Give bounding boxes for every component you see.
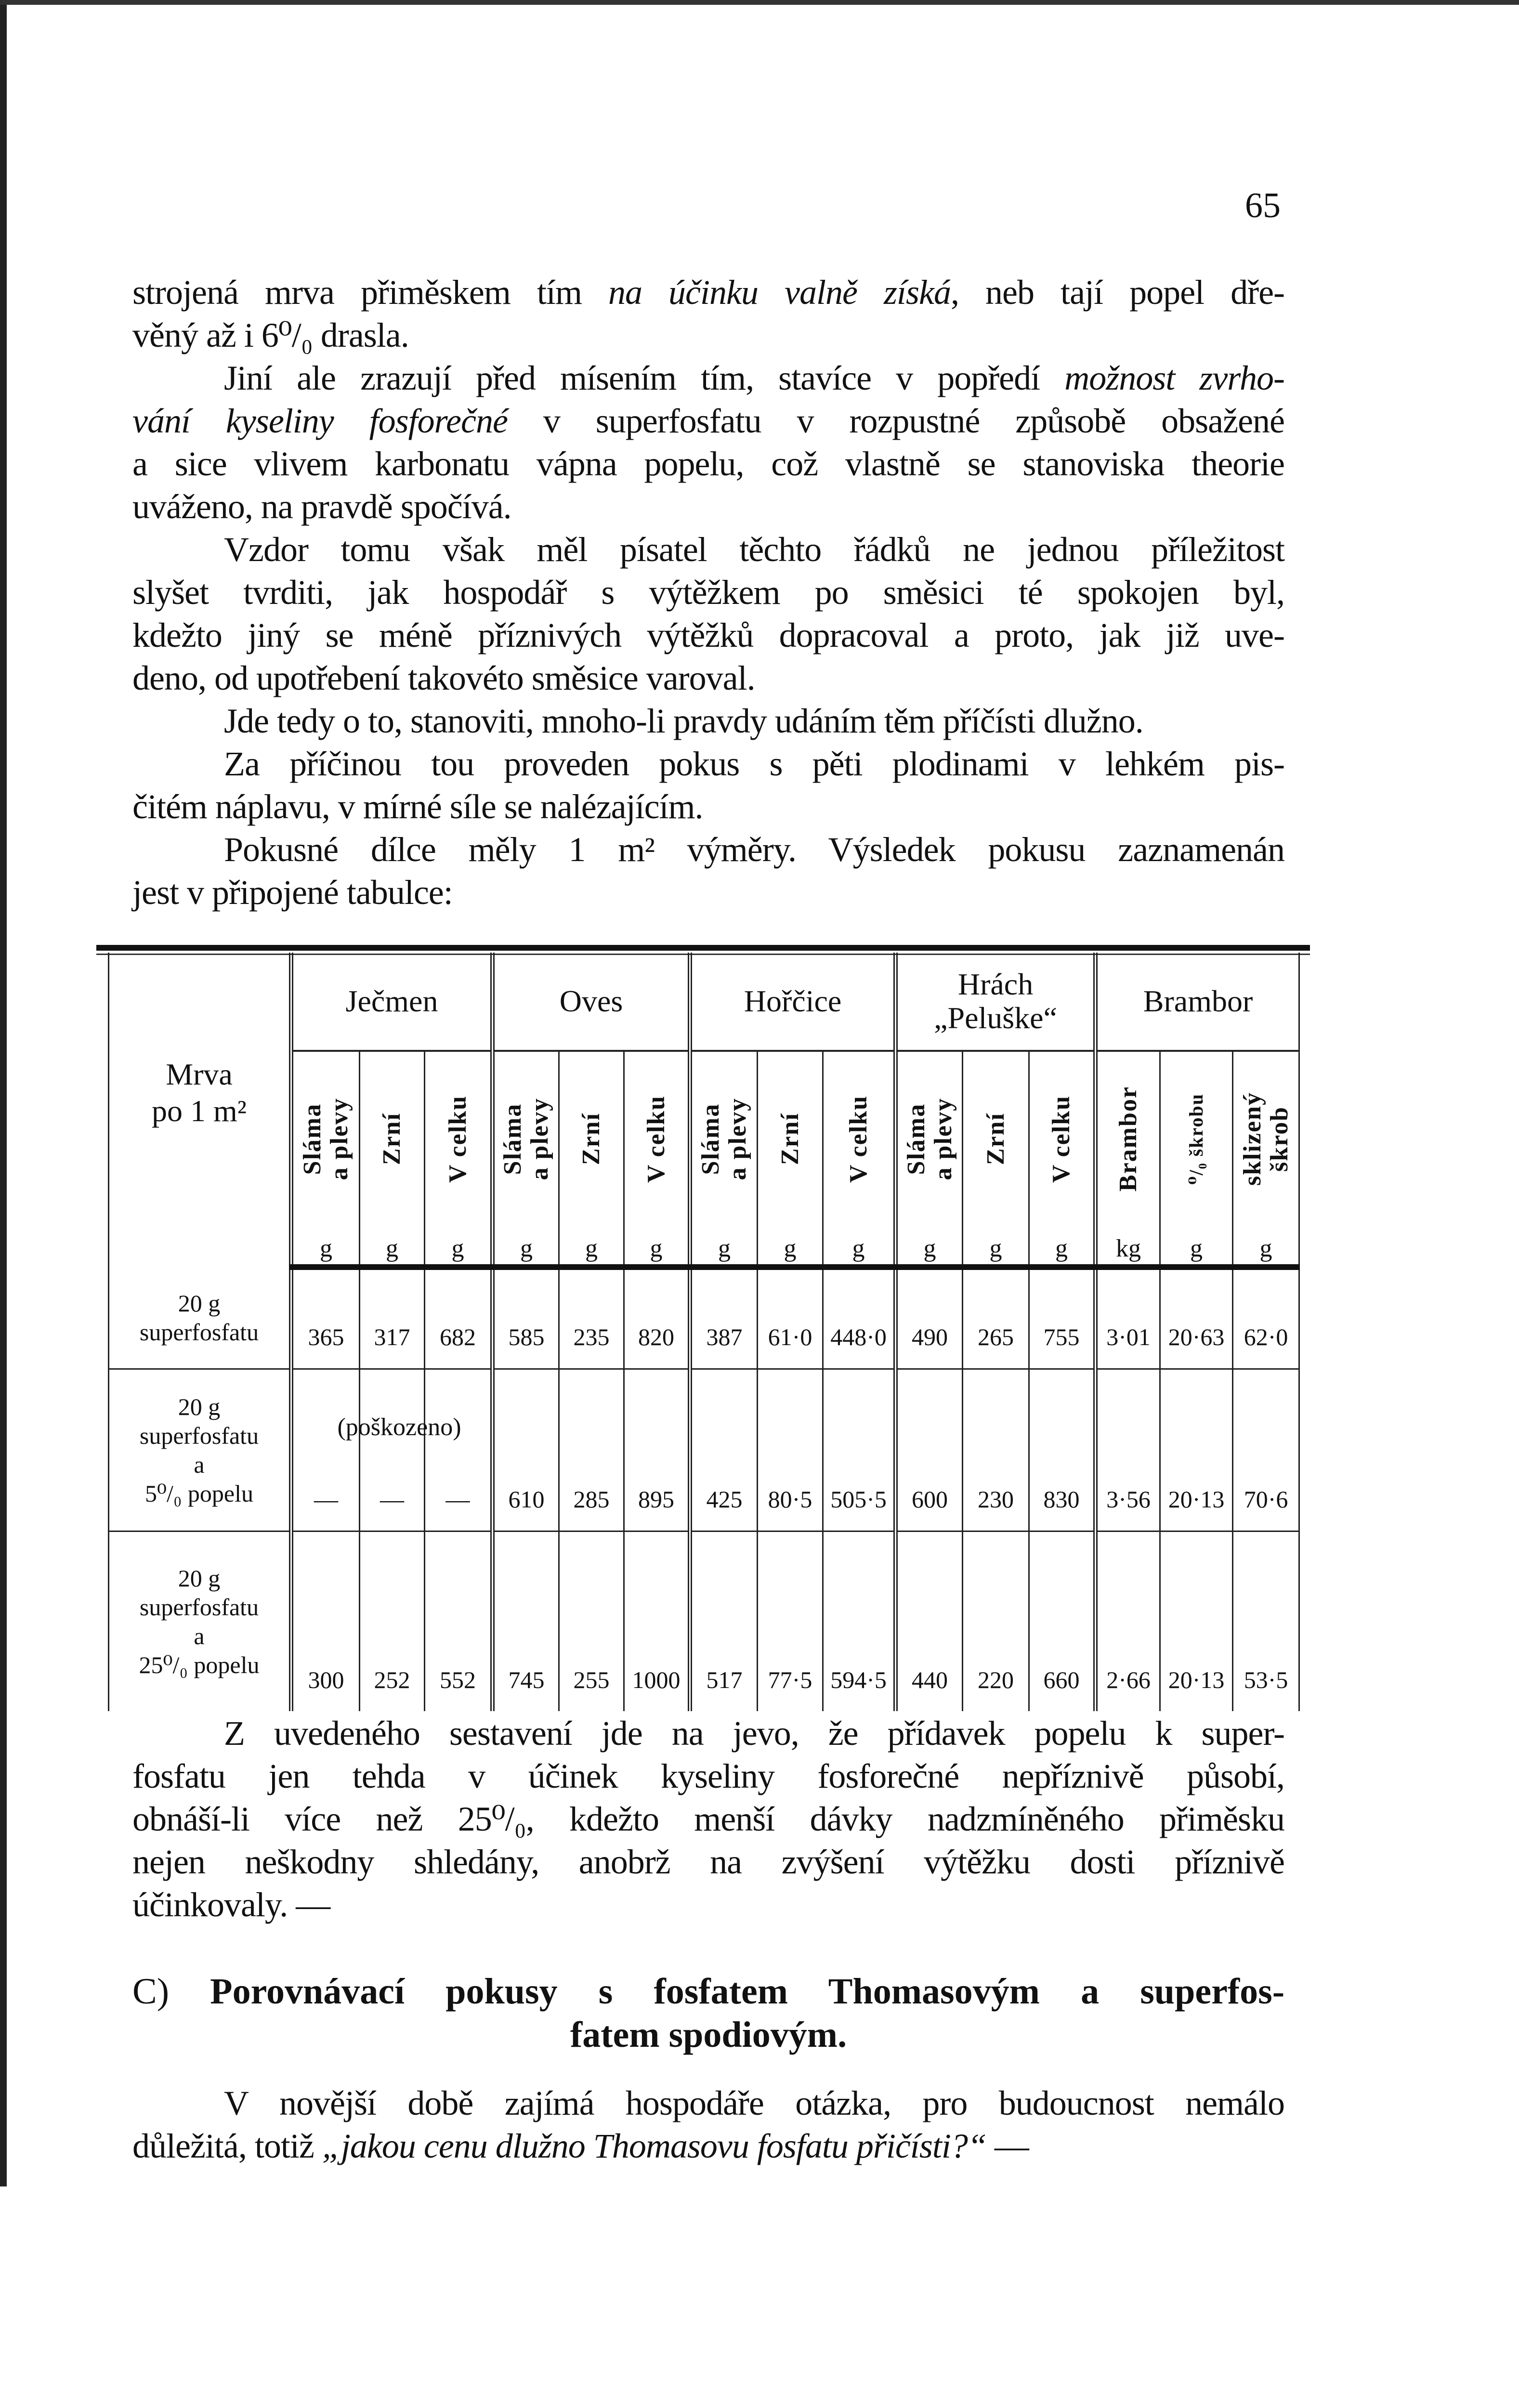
subcolumn-header bbox=[896, 1051, 963, 1232]
text-line bbox=[132, 571, 1284, 614]
text-run: Jiní ale zrazují před mísením tím, stavíce v popředí bbox=[224, 359, 1065, 397]
text-run: Z uvedeného sestavení jde na jevo, že přídavek popelu k super- bbox=[224, 1714, 1284, 1753]
text-line bbox=[132, 1755, 1284, 1798]
value-cell: 3·56 bbox=[1096, 1369, 1160, 1531]
text-line bbox=[132, 871, 1284, 914]
value-cell: — bbox=[425, 1369, 493, 1531]
value-cell: 490 bbox=[896, 1267, 963, 1369]
subcolumn-label bbox=[578, 1112, 605, 1165]
value-cell: 682 bbox=[425, 1267, 493, 1369]
body-text-conclusion bbox=[132, 1712, 1284, 1926]
value-cell: 745 bbox=[493, 1531, 559, 1712]
section-title-line1: Porovnávací pokusy s fosfatem Thomasovým a superfos- bbox=[210, 1971, 1284, 2012]
text-line bbox=[132, 785, 1284, 828]
text-run: — bbox=[986, 2127, 1029, 2165]
subcolumn-header bbox=[1029, 1051, 1096, 1232]
group-header: Hrách „Peluške“ bbox=[896, 953, 1096, 1051]
subcolumn-header bbox=[360, 1051, 425, 1232]
row-label-line: superfosfatu bbox=[139, 1594, 259, 1621]
subcolumn-label-line: Zrní bbox=[577, 1112, 605, 1165]
value-cell: 20·63 bbox=[1160, 1267, 1233, 1369]
text-line bbox=[132, 485, 1284, 528]
subcolumn-label bbox=[499, 1098, 553, 1180]
section-title-line2: fatem spodiovým. bbox=[570, 2015, 847, 2055]
unit-cell: g bbox=[360, 1232, 425, 1267]
subcolumn-label-line: a plevy bbox=[526, 1098, 553, 1180]
value-cell: 820 bbox=[624, 1267, 690, 1369]
subcolumn-label bbox=[643, 1095, 670, 1183]
unit-cell: g bbox=[823, 1232, 896, 1267]
italic-text: na účinku valně získá bbox=[608, 273, 951, 312]
value-cell: 265 bbox=[963, 1267, 1029, 1369]
subcolumn-label-line: a plevy bbox=[724, 1098, 751, 1180]
subcolumn-label-line: Sláma bbox=[697, 1103, 724, 1175]
value-cell: 70·6 bbox=[1233, 1369, 1299, 1531]
value-cell: 365 bbox=[291, 1267, 360, 1369]
subcolumn-label bbox=[299, 1098, 353, 1180]
row-label-line: 25⁰/₀ popelu bbox=[139, 1651, 260, 1678]
row-header-cell bbox=[109, 953, 291, 1232]
text-run: a sice vlivem karbonatu vápna popelu, což vlastně se stanoviska theorie bbox=[132, 445, 1284, 483]
subcolumn-label bbox=[1115, 1086, 1142, 1191]
text-run: nejen neškodny shledány, anobrž na zvýšení výtěžku dosti příznivě bbox=[132, 1843, 1284, 1881]
value-cell: 425 bbox=[690, 1369, 758, 1531]
row-label bbox=[109, 1369, 291, 1531]
table-row bbox=[109, 1369, 1299, 1531]
text-line bbox=[132, 528, 1284, 571]
row-label-line: superfosfatu bbox=[139, 1422, 259, 1449]
unit-cell: g bbox=[425, 1232, 493, 1267]
value-cell: 255 bbox=[559, 1531, 624, 1712]
subcolumn-label bbox=[845, 1095, 872, 1183]
text-run: fosfatu jen tehda v účinek kyseliny fosforečné nepříznivě působí, bbox=[132, 1757, 1284, 1795]
table-top-rule bbox=[96, 945, 1310, 951]
value-cell: 830 bbox=[1029, 1369, 1096, 1531]
subcolumn-label-line: V celku bbox=[642, 1095, 670, 1183]
value-cell: 552 bbox=[425, 1531, 493, 1712]
row-label bbox=[109, 1267, 291, 1369]
unit-cell: g bbox=[624, 1232, 690, 1267]
subcolumn-label-line: sklizený bbox=[1238, 1092, 1266, 1186]
value-cell: 80·5 bbox=[758, 1369, 823, 1531]
value-cell: 440 bbox=[896, 1531, 963, 1712]
unit-cell: g bbox=[1233, 1232, 1299, 1267]
text-line bbox=[132, 700, 1284, 743]
value-cell: 387 bbox=[690, 1267, 758, 1369]
text-run: Vzdor tomu však měl písatel těchto řádků ne jednou příležitost bbox=[224, 530, 1284, 569]
value-cell: 3·01 bbox=[1096, 1267, 1160, 1369]
text-line bbox=[132, 357, 1284, 400]
text-run: uváženo, na pravdě spočívá. bbox=[132, 487, 511, 526]
scan-edge-top bbox=[0, 0, 1519, 5]
subcolumn-header bbox=[559, 1051, 624, 1232]
text-run: důležitá, totiž bbox=[132, 2127, 322, 2165]
value-cell: 285 bbox=[559, 1369, 624, 1531]
page-number: 65 bbox=[1245, 186, 1281, 225]
text-line bbox=[132, 443, 1284, 485]
subcolumn-label-line: V celku bbox=[444, 1095, 471, 1183]
section-heading bbox=[132, 1970, 1284, 2056]
row-label-line: superfosfatu bbox=[139, 1319, 259, 1346]
italic-text: vání kyseliny fosforečné bbox=[132, 402, 508, 440]
body-text-top bbox=[132, 271, 1284, 914]
subcolumn-label-line: ⁰/₀ škrobu bbox=[1185, 1093, 1207, 1185]
value-cell: 517 bbox=[690, 1531, 758, 1712]
subcolumn-label-line: škrob bbox=[1265, 1106, 1293, 1172]
unit-cell: g bbox=[690, 1232, 758, 1267]
body-text-final bbox=[132, 2082, 1284, 2168]
text-run: Pokusné dílce měly 1 m² výměry. Výsledek pokusu zaznamenán bbox=[224, 830, 1284, 869]
value-cell: 235 bbox=[559, 1267, 624, 1369]
row-header-label: Mrva bbox=[166, 1057, 233, 1091]
value-cell: 20·13 bbox=[1160, 1369, 1233, 1531]
subcolumn-header bbox=[690, 1051, 758, 1232]
text-line bbox=[132, 614, 1284, 657]
text-run: slyšet tvrditi, jak hospodář s výtěžkem po směsici té spokojen byl, bbox=[132, 573, 1284, 612]
row-label-line: a bbox=[194, 1623, 205, 1649]
subcolumn-label-line: Zrní bbox=[776, 1112, 804, 1165]
subcolumn-header bbox=[425, 1051, 493, 1232]
unit-cell: kg bbox=[1096, 1232, 1160, 1267]
subcolumn-header bbox=[1096, 1051, 1160, 1232]
value-cell: 585 bbox=[493, 1267, 559, 1369]
text-line bbox=[132, 1884, 1284, 1926]
text-run: obnáší-li více než 25⁰/₀, kdežto menší dávky nadzmíněného přiměsku bbox=[132, 1800, 1284, 1838]
value-cell: 1000 bbox=[624, 1531, 690, 1712]
damaged-note: (poškozeno) bbox=[337, 1413, 461, 1441]
text-line bbox=[132, 743, 1284, 785]
subcolumn-label-line: Sláma bbox=[499, 1103, 526, 1175]
subcolumn-label-line: a plevy bbox=[326, 1098, 353, 1180]
value-cell: 230 bbox=[963, 1369, 1029, 1531]
subcolumn-label-line: Zrní bbox=[378, 1112, 406, 1165]
subcolumn-label bbox=[379, 1112, 406, 1165]
row-label-line: 20 g bbox=[178, 1393, 221, 1420]
text-run: Jde tedy o to, stanoviti, mnoho-li pravdy udáním těm příčísti dlužno. bbox=[224, 702, 1143, 740]
text-line bbox=[132, 1841, 1284, 1884]
unit-cell: g bbox=[896, 1232, 963, 1267]
text-run: čitém náplavu, v mírné síle se nalézajícím. bbox=[132, 787, 703, 826]
row-label-line: a bbox=[194, 1451, 205, 1478]
unit-cell: g bbox=[963, 1232, 1029, 1267]
text-line bbox=[132, 2125, 1284, 2168]
text-line bbox=[132, 1712, 1284, 1755]
subcolumn-header bbox=[758, 1051, 823, 1232]
row-header-label: po 1 m² bbox=[152, 1093, 247, 1128]
text-run: Za příčinou tou proveden pokus s pěti plodinami v lehkém pis- bbox=[224, 745, 1284, 783]
subcolumn-label bbox=[1183, 1093, 1210, 1185]
value-cell: 755 bbox=[1029, 1267, 1096, 1369]
unit-cell: g bbox=[559, 1232, 624, 1267]
scan-edge-left bbox=[0, 0, 7, 2186]
subcolumn-label bbox=[1239, 1092, 1293, 1186]
value-cell: — bbox=[360, 1369, 425, 1531]
value-cell: 20·13 bbox=[1160, 1531, 1233, 1712]
subcolumn-label-line: a plevy bbox=[929, 1098, 957, 1180]
value-cell: 77·5 bbox=[758, 1531, 823, 1712]
section-letter: C) bbox=[132, 1971, 169, 2012]
unit-cell: g bbox=[758, 1232, 823, 1267]
value-cell: 62·0 bbox=[1233, 1267, 1299, 1369]
text-line bbox=[132, 1798, 1284, 1841]
subcolumn-label bbox=[982, 1112, 1009, 1165]
text-run: v superfosfatu v rozpustné způsobě obsažené bbox=[507, 402, 1284, 440]
value-cell: 2·66 bbox=[1096, 1531, 1160, 1712]
text-line bbox=[132, 657, 1284, 700]
subcolumn-header bbox=[624, 1051, 690, 1232]
unit-cell: g bbox=[493, 1232, 559, 1267]
value-cell: 220 bbox=[963, 1531, 1029, 1712]
value-cell bbox=[291, 1369, 461, 1531]
value-cell: 300 bbox=[291, 1531, 360, 1712]
value-cell: 895 bbox=[624, 1369, 690, 1531]
value-cell: 505·5 bbox=[823, 1369, 896, 1531]
value-text: — bbox=[314, 1486, 338, 1513]
subcolumn-label bbox=[777, 1112, 804, 1165]
value-cell: 610 bbox=[493, 1369, 559, 1531]
value-cell: 594·5 bbox=[823, 1531, 896, 1712]
subcolumn-label-line: V celku bbox=[844, 1095, 872, 1183]
text-line bbox=[132, 271, 1284, 314]
text-run: strojená mrva přiměskem tím bbox=[132, 273, 608, 312]
italic-text: možnost zvrho- bbox=[1064, 359, 1284, 397]
text-run: , neb tají popel dře- bbox=[951, 273, 1285, 312]
row-label-line: 20 g bbox=[178, 1290, 221, 1317]
results-table bbox=[108, 953, 1300, 1711]
text-line bbox=[132, 400, 1284, 443]
value-cell: 252 bbox=[360, 1531, 425, 1712]
table-row bbox=[109, 1531, 1299, 1712]
table-row bbox=[109, 1267, 1299, 1369]
subcolumn-label bbox=[903, 1098, 957, 1180]
group-header: Hořčice bbox=[690, 953, 896, 1051]
subcolumn-header bbox=[963, 1051, 1029, 1232]
value-cell: 448·0 bbox=[823, 1267, 896, 1369]
subcolumn-header bbox=[291, 1051, 360, 1232]
text-run: účinkovaly. — bbox=[132, 1885, 330, 1924]
unit-cell: g bbox=[1160, 1232, 1233, 1267]
unit-cell: g bbox=[1029, 1232, 1096, 1267]
subcolumn-label bbox=[1048, 1095, 1075, 1183]
subcolumn-label-line: Sláma bbox=[299, 1103, 326, 1175]
value-cell: 600 bbox=[896, 1369, 963, 1531]
italic-text: „jakou cenu dlužno Thomasovu fosfatu přičísti?“ bbox=[322, 2127, 986, 2165]
row-label-line: 5⁰/₀ popelu bbox=[145, 1480, 253, 1507]
group-header: Oves bbox=[493, 953, 690, 1051]
subcolumn-header bbox=[823, 1051, 896, 1232]
subcolumn-header bbox=[493, 1051, 559, 1232]
text-run: deno, od upotřebení takovéto směsice varoval. bbox=[132, 659, 755, 697]
subcolumn-label-line: V celku bbox=[1048, 1095, 1075, 1183]
text-run: V novější době zajímá hospodáře otázka, pro budoucnost nemálo bbox=[224, 2084, 1284, 2122]
text-line bbox=[132, 2082, 1284, 2125]
text-run: kdežto jiný se méně příznivých výtěžků dopracoval a proto, jak již uve- bbox=[132, 616, 1284, 654]
subcolumn-label-line: Brambor bbox=[1114, 1086, 1142, 1192]
subcolumn-label bbox=[697, 1098, 751, 1180]
group-header: Ječmen bbox=[291, 953, 493, 1051]
text-run: věný až i 6⁰/₀ drasla. bbox=[132, 316, 409, 354]
value-cell: 53·5 bbox=[1233, 1531, 1299, 1712]
subcolumn-label-line: Zrní bbox=[982, 1112, 1009, 1165]
subcolumn-label-line: Sláma bbox=[902, 1103, 930, 1175]
text-run: jest v připojené tabulce: bbox=[132, 873, 453, 912]
subcolumn-header bbox=[1233, 1051, 1299, 1232]
text-line bbox=[132, 828, 1284, 871]
value-cell: 660 bbox=[1029, 1531, 1096, 1712]
subcolumn-label bbox=[445, 1095, 471, 1183]
row-label bbox=[109, 1531, 291, 1712]
unit-cell: g bbox=[291, 1232, 360, 1267]
value-cell: 61·0 bbox=[758, 1267, 823, 1369]
row-label-line: 20 g bbox=[178, 1565, 221, 1592]
text-line bbox=[132, 314, 1284, 357]
group-header: Brambor bbox=[1096, 953, 1299, 1051]
value-cell: 317 bbox=[360, 1267, 425, 1369]
subcolumn-header bbox=[1160, 1051, 1233, 1232]
units-label-cell bbox=[109, 1232, 291, 1267]
